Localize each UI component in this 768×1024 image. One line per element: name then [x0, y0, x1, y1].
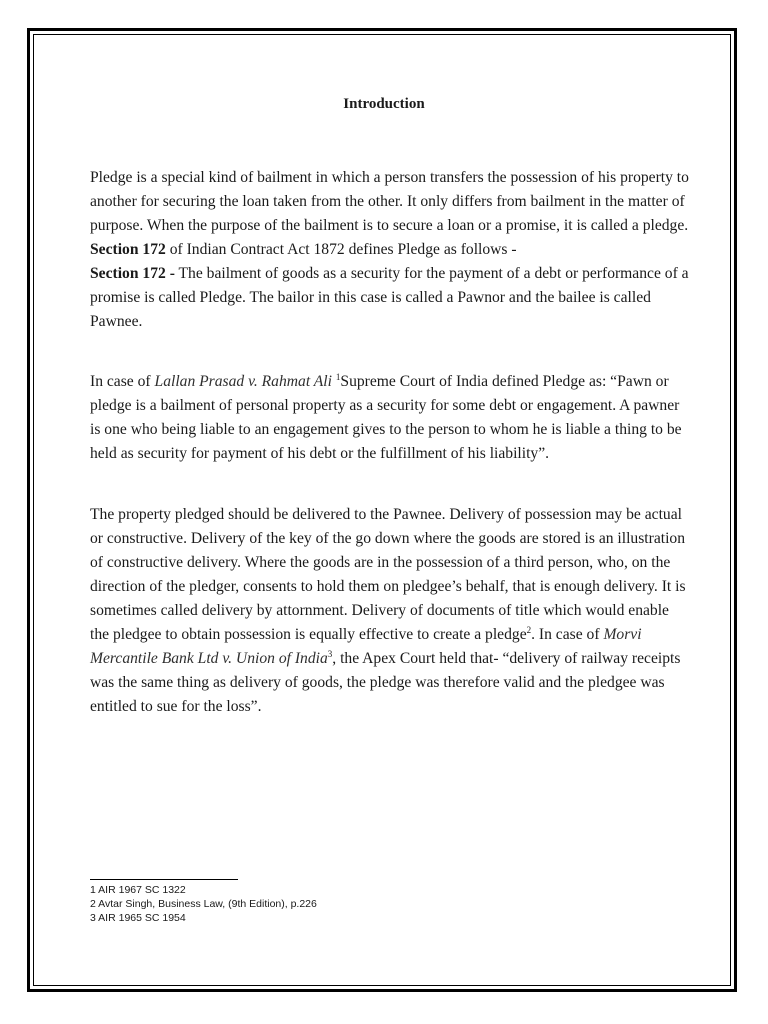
- paragraph-text: The property pledged should be delivered to the Pawnee. Delivery of possession may be actual or constructive. Delivery of the key of the go down where the goods are stored is an illustration of constructive delivery. Where the goods are in the possession of a third person, who, on the direction of the pledger, consents to hold them on pledgee’s behalf, that is enough delivery. It is sometimes called delivery by attornment. Delivery of documents of title which would enable the pledgee to obtain possession is equally effective to create a pledge: [90, 506, 686, 643]
- paragraph-delivery: [90, 503, 690, 719]
- paragraph-text: Supreme Court of India defined Pledge as: “Pawn or pledge is a bailment of personal property as a security for some debt or engagement. A pawner is one who being liable to an engagement gives to the person to whom he is liable a thing to be held as security for payment of his debt or the fulfillment of his liability”.: [90, 373, 682, 462]
- page-title: Introduction: [343, 96, 425, 112]
- paragraph-text: . In case of: [531, 626, 604, 643]
- paragraph-text: , the Apex Court held that- “delivery of railway receipts was the same thing as delivery of goods, the pledge was therefore valid and the pledgee was entitled to sue for the loss”.: [90, 650, 681, 715]
- footnote-item: 2 Avtar Singh, Business Law, (9th Edition), p.226: [90, 898, 317, 910]
- footnote-separator: [90, 879, 238, 880]
- paragraph-text: In case of: [90, 373, 155, 390]
- paragraph-text: The bailment of goods as a security for the payment of a debt or performance of a promise is called Pledge. The bailor in this case is called a Pawnor and the bailee is called Pawnee.: [90, 265, 689, 330]
- section-reference: Section 172: [90, 241, 166, 258]
- case-citation: Morvi Mercantile Bank Ltd v. Union of India: [90, 626, 642, 667]
- footnote-item: 3 AIR 1965 SC 1954: [90, 912, 186, 924]
- paragraph-pledge-definition: [90, 166, 690, 334]
- paragraph-text: Pledge is a special kind of bailment in which a person transfers the possession of his property to another for securing the loan taken from the other. It only differs from bailment in the matter of purpose. When the purpose of the bailment is to secure a loan or a promise, it is called a pledge.: [90, 169, 689, 234]
- footnotes: [90, 883, 317, 925]
- paragraph-text: of Indian Contract Act 1872 defines Pledge as follows -: [165, 241, 517, 258]
- footnote-ref: 1: [335, 371, 341, 382]
- footnote-ref: 2: [526, 624, 532, 635]
- case-citation: Lallan Prasad v. Rahmat Ali: [154, 373, 332, 390]
- section-heading: Section 172 -: [90, 265, 175, 282]
- paragraph-lallan-prasad: [90, 370, 690, 466]
- footnote-ref: 3: [327, 648, 333, 659]
- footnote-item: 1 AIR 1967 SC 1322: [90, 884, 186, 896]
